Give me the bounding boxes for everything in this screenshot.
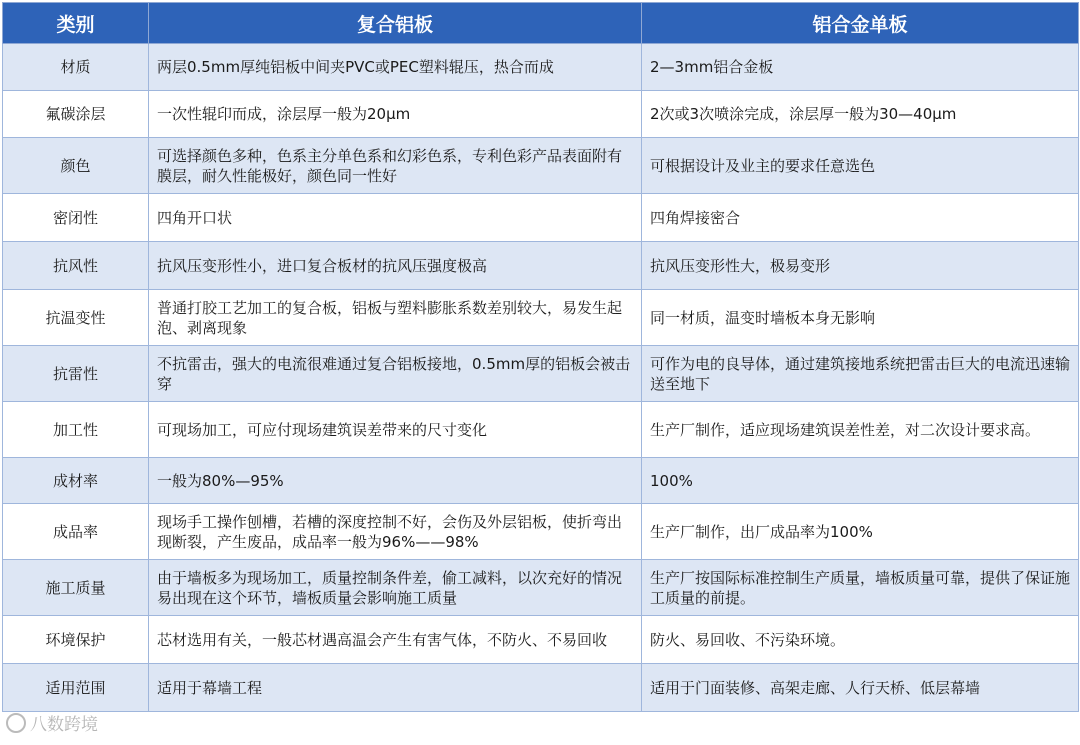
table-row — [3, 504, 1079, 560]
alloy-cell: 防火、易回收、不污染环境。 — [642, 616, 1079, 664]
header-composite-panel: 复合铝板 — [149, 3, 642, 44]
table-row — [3, 346, 1079, 402]
table-row — [3, 560, 1079, 616]
alloy-cell: 可根据设计及业主的要求任意选色 — [642, 138, 1079, 194]
composite-cell: 不抗雷击，强大的电流很难通过复合铝板接地，0.5mm厚的铝板会被击穿 — [149, 346, 642, 402]
category-cell: 施工质量 — [3, 560, 149, 616]
composite-cell: 一般为80%—95% — [149, 458, 642, 504]
composite-cell: 由于墙板多为现场加工，质量控制条件差，偷工减料，以次充好的情况易出现在这个环节，墙板质量会影响施工质量 — [149, 560, 642, 616]
comparison-table — [2, 2, 1079, 712]
alloy-cell: 生产厂制作，适应现场建筑误差性差，对二次设计要求高。 — [642, 402, 1079, 458]
alloy-cell: 生产厂按国际标准控制生产质量，墙板质量可靠，提供了保证施工质量的前提。 — [642, 560, 1079, 616]
composite-cell: 现场手工操作刨槽，若槽的深度控制不好，会伤及外层铝板，使折弯出现断裂，产生废品，成品率一般为96%——98% — [149, 504, 642, 560]
composite-cell: 适用于幕墙工程 — [149, 664, 642, 712]
composite-cell: 普通打胶工艺加工的复合板，铝板与塑料膨胀系数差别较大，易发生起泡、剥离现象 — [149, 290, 642, 346]
category-cell: 材质 — [3, 44, 149, 91]
composite-cell: 一次性辊印而成，涂层厚一般为20μm — [149, 91, 642, 138]
category-cell: 成材率 — [3, 458, 149, 504]
alloy-cell: 100% — [642, 458, 1079, 504]
composite-cell: 四角开口状 — [149, 194, 642, 242]
table-row — [3, 44, 1079, 91]
category-cell: 抗温变性 — [3, 290, 149, 346]
table-row — [3, 138, 1079, 194]
alloy-cell: 2次或3次喷涂完成，涂层厚一般为30—40μm — [642, 91, 1079, 138]
alloy-cell: 可作为电的良导体，通过建筑接地系统把雷击巨大的电流迅速输送至地下 — [642, 346, 1079, 402]
composite-cell: 芯材选用有关，一般芯材遇高温会产生有害气体，不防火、不易回收 — [149, 616, 642, 664]
table-row — [3, 194, 1079, 242]
category-cell: 环境保护 — [3, 616, 149, 664]
composite-cell: 可现场加工，可应付现场建筑误差带来的尺寸变化 — [149, 402, 642, 458]
alloy-cell: 四角焊接密合 — [642, 194, 1079, 242]
watermark — [6, 710, 98, 735]
table-row — [3, 458, 1079, 504]
watermark-text: 八数跨境 — [30, 715, 98, 735]
table-row — [3, 290, 1079, 346]
alloy-cell: 适用于门面装修、高架走廊、人行天桥、低层幕墙 — [642, 664, 1079, 712]
category-cell: 密闭性 — [3, 194, 149, 242]
category-cell: 抗风性 — [3, 242, 149, 290]
header-alloy-panel: 铝合金单板 — [642, 3, 1079, 44]
table-row — [3, 616, 1079, 664]
table-row — [3, 402, 1079, 458]
table-row — [3, 664, 1079, 712]
category-cell: 成品率 — [3, 504, 149, 560]
category-cell: 抗雷性 — [3, 346, 149, 402]
composite-cell: 两层0.5mm厚纯铝板中间夹PVC或PEC塑料辊压，热合而成 — [149, 44, 642, 91]
alloy-cell: 2—3mm铝合金板 — [642, 44, 1079, 91]
watermark-logo-icon — [6, 713, 26, 733]
alloy-cell: 同一材质，温变时墙板本身无影响 — [642, 290, 1079, 346]
category-cell: 颜色 — [3, 138, 149, 194]
table-row — [3, 91, 1079, 138]
category-cell: 氟碳涂层 — [3, 91, 149, 138]
alloy-cell: 生产厂制作，出厂成品率为100% — [642, 504, 1079, 560]
composite-cell: 抗风压变形性小，进口复合板材的抗风压强度极高 — [149, 242, 642, 290]
category-cell: 加工性 — [3, 402, 149, 458]
alloy-cell: 抗风压变形性大，极易变形 — [642, 242, 1079, 290]
header-category: 类别 — [3, 3, 149, 44]
category-cell: 适用范围 — [3, 664, 149, 712]
header-row — [3, 3, 1079, 44]
table-row — [3, 242, 1079, 290]
composite-cell: 可选择颜色多种，色系主分单色系和幻彩色系，专利色彩产品表面附有膜层，耐久性能极好，颜色同一性好 — [149, 138, 642, 194]
